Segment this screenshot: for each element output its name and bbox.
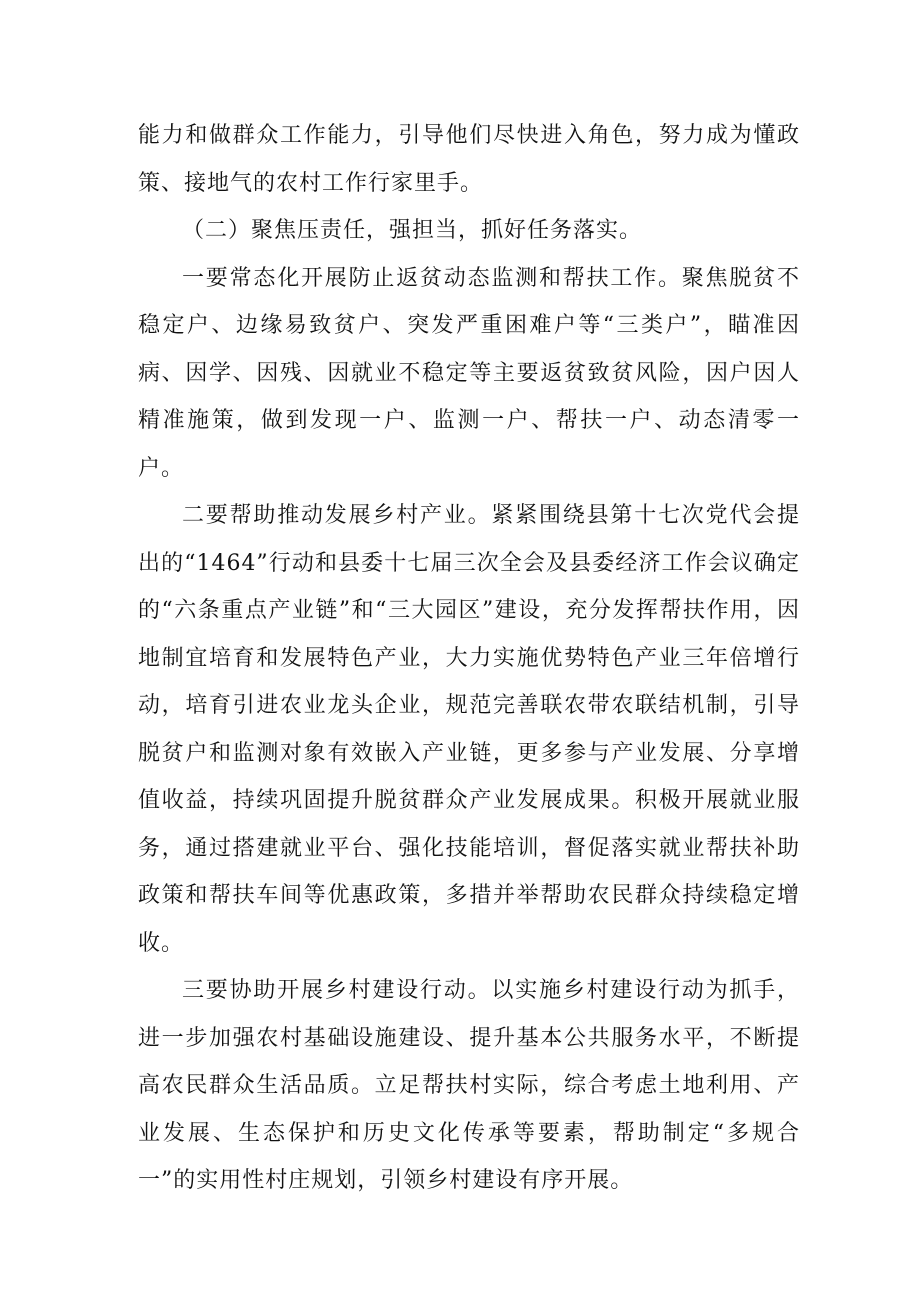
paragraph-monitoring: 一要常态化开展防止返贫动态监测和帮扶工作。聚焦脱贫不稳定户、边缘易致贫户、突发严重困难户等“三类户”，瞄准因病、因学、因残、因就业不稳定等主要返贫致贫风险，因户因人精准施策，做到发现一户、监测一户、帮扶一户、动态清零一户。	[138, 265, 800, 481]
paragraph-construction: 三要协助开展乡村建设行动。以实施乡村建设行动为抓手，进一步加强农村基础设施建设、提升基本公共服务水平，不断提高农民群众生活品质。立足帮扶村实际，综合考虑土地利用、产业发展、生态保护和历史文化传承等要素，帮助制定“多规合一”的实用性村庄规划，引领乡村建设有序开展。	[138, 978, 800, 1193]
section-heading: （二）聚焦压责任，强担当，抓好任务落实。	[182, 218, 643, 243]
paragraph-industry: 二要帮助推动发展乡村产业。紧紧围绕县第十七次党代会提出的“1464”行动和县委十七届三次全会及县委经济工作会议确定的“六条重点产业链”和“三大园区”建设，充分发挥帮扶作用，因地制宜培育和发展特色产业，大力实施优势特色产业三年倍增行动，培育引进农业龙头企业，规范完善联农带农联结机制，引导脱贫户和监测对象有效嵌入产业链，更多参与产业发展、分享增值收益，持续巩固提升脱贫群众产业发展成果。积极开展就业服务，通过搭建就业平台、强化技能培训，督促落实就业帮扶补助政策和帮扶车间等优惠政策，多措并举帮助农民群众持续稳定增收。	[138, 503, 800, 956]
paragraph-continuation: 能力和做群众工作能力，引导他们尽快进入角色，努力成为懂政策、接地气的农村工作行家里手。	[138, 123, 800, 196]
document-body	[138, 112, 800, 1205]
